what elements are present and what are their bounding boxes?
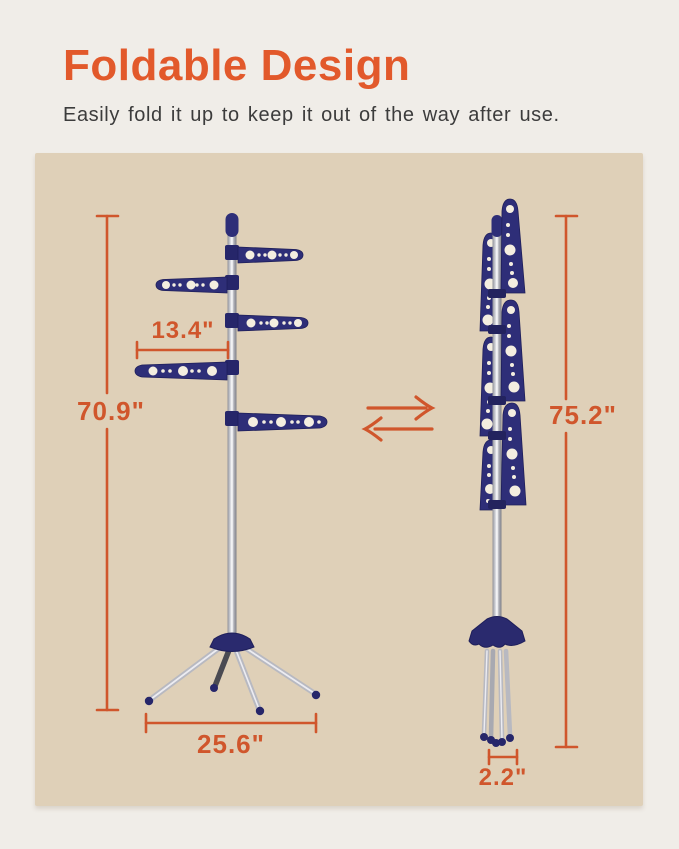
- arm-length-dimension: [137, 342, 228, 358]
- leg-foot-cap: [498, 738, 506, 746]
- pole-top-cap: [492, 215, 503, 237]
- leg-hub: [469, 617, 525, 648]
- leg-foot-cap: [312, 691, 320, 699]
- hanger-arm: [135, 362, 227, 380]
- leg-foot-cap: [210, 684, 218, 692]
- folded-legs: [480, 651, 514, 747]
- rack-diagram: [35, 153, 643, 806]
- leg-foot-cap: [256, 707, 264, 715]
- height-dimension-folded: [556, 216, 577, 747]
- folded-arm: [501, 199, 525, 293]
- hanger-arm: [238, 247, 303, 263]
- height-label-unfolded: 70.9": [77, 396, 145, 426]
- base-width-dimension-folded: [489, 750, 517, 764]
- base-width-label: 25.6": [197, 729, 265, 759]
- pole-top-cap: [226, 213, 239, 237]
- folded-arm: [501, 403, 526, 505]
- page-title: Foldable Design: [63, 41, 411, 90]
- hanger-arm: [156, 277, 227, 293]
- page-subtitle: Easily fold it up to keep it out of the way after use.: [63, 104, 560, 127]
- tripod-legs: [145, 643, 320, 715]
- folded-rack: [469, 199, 526, 747]
- center-pole: [493, 223, 502, 630]
- folded-arm: [501, 300, 525, 401]
- arm-length-label: 13.4": [151, 317, 215, 344]
- leg-foot-cap: [506, 734, 514, 742]
- fold-unfold-arrows-icon: [365, 397, 432, 440]
- hanger-arm: [238, 413, 327, 431]
- leg-hub: [210, 633, 254, 652]
- unfolded-rack: [135, 213, 327, 715]
- height-label-folded: 75.2": [549, 400, 617, 430]
- leg-foot-cap: [480, 733, 488, 741]
- leg-foot-cap: [145, 697, 153, 705]
- header: [63, 42, 643, 127]
- diagram-panel: [35, 153, 643, 806]
- height-dimension-unfolded: [97, 216, 118, 710]
- base-width-label-folded: 2.2": [478, 764, 528, 791]
- hanger-arm: [238, 315, 308, 331]
